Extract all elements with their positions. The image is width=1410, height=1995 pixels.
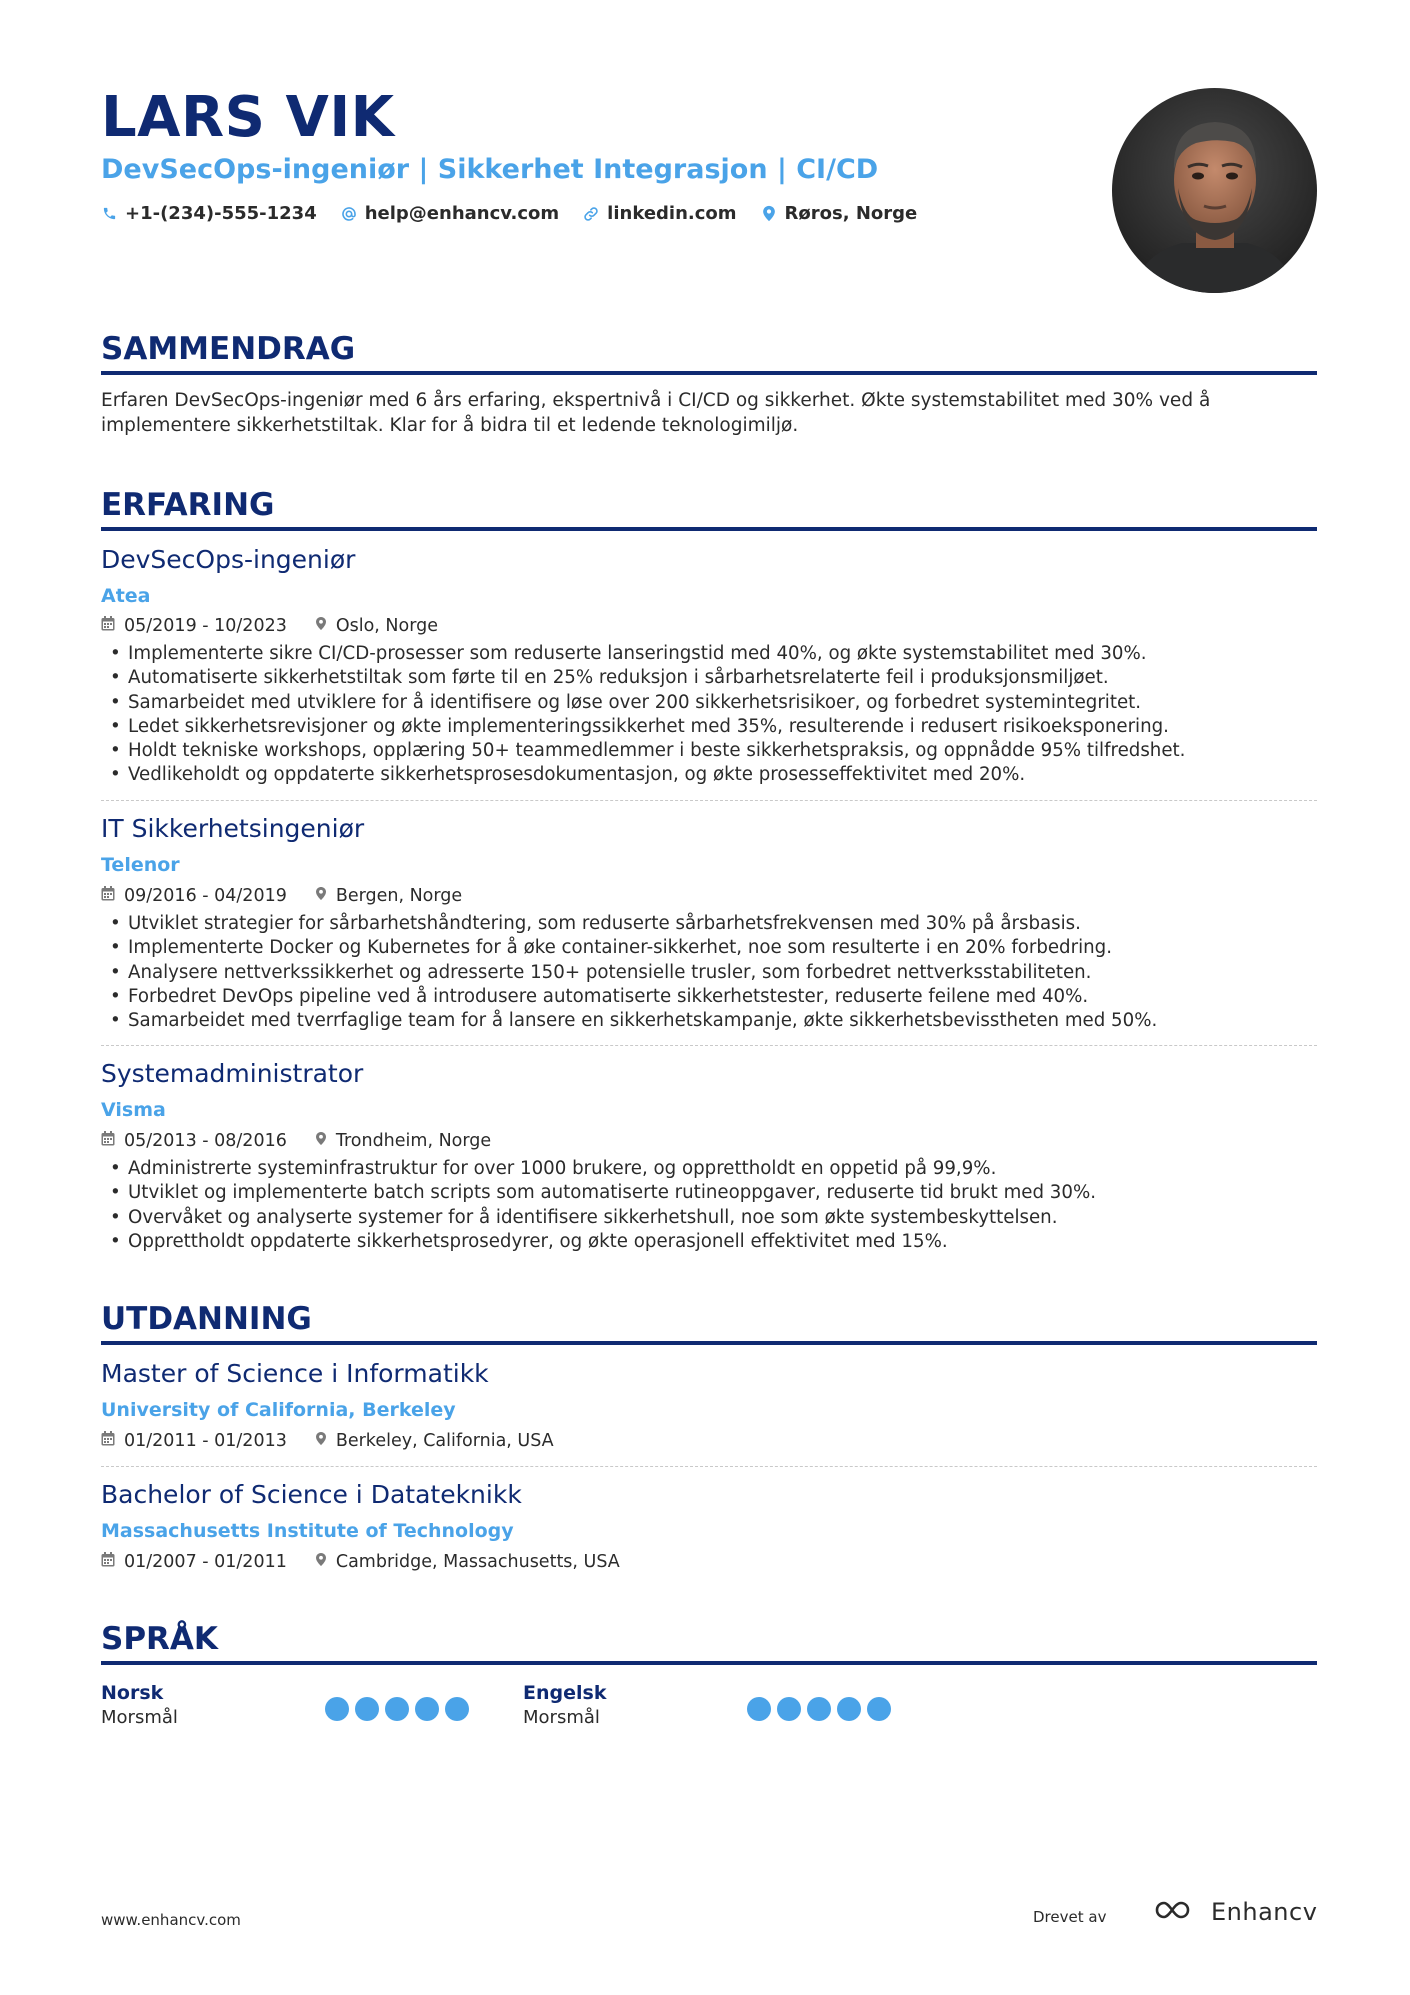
job-bullets (101, 1157, 1317, 1254)
job-bullet: • Opprettholdt oppdaterte sikkerhetsprosedyrer, og økte operasjonell effektivitet med 15%. (101, 1230, 1317, 1254)
job-bullets (101, 642, 1317, 788)
rating-dot (325, 1697, 349, 1721)
rating-dot (445, 1697, 469, 1721)
calendar-icon (101, 1550, 115, 1574)
job-meta (101, 884, 462, 908)
summary-line: Erfaren DevSecOps-ingeniør med 6 års erfaring, ekspertnivå i CI/CD og sikkerhet. Økte systemstabilitet med 30% ved å (101, 390, 1211, 411)
candidate-headline: DevSecOps-ingeniør | Sikkerhet Integrasjon | CI/CD (101, 154, 879, 185)
contact-linkedin[interactable] (583, 203, 736, 224)
language-name: Engelsk (523, 1682, 607, 1704)
calendar-icon (101, 1129, 115, 1153)
footer-url[interactable]: www.enhancv.com (101, 1911, 241, 1929)
job-dates (101, 1129, 287, 1153)
map-pin-icon (761, 206, 777, 222)
summary-heading: SAMMENDRAG (101, 331, 356, 367)
footer-powered-by: Drevet av (1033, 1908, 1107, 1926)
phone-icon (101, 206, 117, 222)
contact-phone[interactable] (101, 203, 317, 224)
contact-bar (101, 203, 917, 224)
education-meta (101, 1550, 620, 1574)
job-bullet: • Automatiserte sikkerhetstiltak som førte til en 25% reduksjon i sårbarhetsrelaterte feil i produksjonsmiljøet. (101, 666, 1317, 690)
summary-text (101, 388, 1317, 438)
map-pin-icon (315, 1550, 327, 1574)
rating-dot (777, 1697, 801, 1721)
rating-dot (385, 1697, 409, 1721)
job-location-text: Trondheim, Norge (335, 1131, 492, 1151)
job-bullet: • Forbedret DevOps pipeline ved å introdusere automatiserte sikkerhetstester, reduserte feilene med 40%. (101, 985, 1317, 1009)
job-dates-text: 09/2016 - 04/2019 (124, 886, 287, 906)
languages-rule (101, 1661, 1317, 1665)
job-location (315, 614, 438, 638)
rating-dot (415, 1697, 439, 1721)
job-company: Visma (101, 1099, 166, 1121)
job-bullet: • Analysere nettverkssikkerhet og adresserte 150+ potensielle trusler, som forbedret nettverksstabiliteten. (101, 961, 1317, 985)
contact-phone-text: +1-(234)-555-1234 (125, 203, 317, 224)
language-level: Morsmål (101, 1707, 178, 1728)
job-location (315, 884, 462, 908)
map-pin-icon (315, 884, 327, 908)
language-level: Morsmål (523, 1707, 600, 1728)
degree-title: Master of Science i Informatikk (101, 1359, 489, 1388)
education-meta (101, 1429, 554, 1453)
job-bullet: • Vedlikeholdt og oppdaterte sikkerhetsprosesdokumentasjon, og økte prosesseffektivitet med 20%. (101, 763, 1317, 787)
language-rating (325, 1697, 469, 1721)
education-location-text: Cambridge, Massachusetts, USA (335, 1552, 620, 1572)
job-bullet: • Utviklet strategier for sårbarhetshåndtering, som reduserte sårbarhetsfrekvensen med 30% på årsbasis. (101, 912, 1317, 936)
job-bullet: • Samarbeidet med tverrfaglige team for å lansere en sikkerhetskampanje, økte sikkerhetsbevisstheten med 50%. (101, 1009, 1317, 1033)
job-bullet: • Overvåket og analyserte systemer for å identifisere sikkerhetshull, noe som økte systembeskyttelsen. (101, 1206, 1317, 1230)
entry-divider (101, 1045, 1317, 1046)
contact-email-text: help@enhancv.com (364, 203, 560, 224)
language-rating (747, 1697, 891, 1721)
experience-rule (101, 527, 1317, 531)
contact-email[interactable] (341, 203, 559, 224)
job-title: DevSecOps-ingeniør (101, 545, 356, 574)
job-bullet: • Implementerte sikre CI/CD-prosesser som reduserte lanseringstid med 40%, og økte systemstabilitet med 30%. (101, 642, 1317, 666)
enhancv-logo-text: Enhancv (1211, 1898, 1318, 1926)
job-company: Telenor (101, 854, 180, 876)
infinity-icon (1153, 1898, 1201, 1926)
map-pin-icon (315, 1129, 327, 1153)
language-name: Norsk (101, 1682, 164, 1704)
enhancv-logo[interactable] (1153, 1898, 1317, 1926)
education-location (315, 1550, 620, 1574)
contact-location (761, 203, 918, 224)
education-location (315, 1429, 554, 1453)
job-meta (101, 1129, 491, 1153)
job-location (315, 1129, 491, 1153)
contact-linkedin-text: linkedin.com (607, 203, 737, 224)
experience-heading: ERFARING (101, 487, 275, 523)
school-name: Massachusetts Institute of Technology (101, 1520, 514, 1542)
job-location-text: Bergen, Norge (335, 886, 463, 906)
job-dates-text: 05/2013 - 08/2016 (124, 1131, 287, 1151)
profile-photo (1112, 88, 1317, 293)
degree-title: Bachelor of Science i Datateknikk (101, 1480, 522, 1509)
job-bullet: • Ledet sikkerhetsrevisjoner og økte implementeringssikkerhet med 35%, resulterende i redusert risikoeksponering. (101, 715, 1317, 739)
contact-location-text: Røros, Norge (784, 203, 918, 224)
education-heading: UTDANNING (101, 1301, 312, 1337)
job-dates (101, 614, 287, 638)
education-location-text: Berkeley, California, USA (335, 1431, 554, 1451)
school-name: University of California, Berkeley (101, 1399, 456, 1421)
job-bullet: • Holdt tekniske workshops, opplæring 50+ teammedlemmer i beste sikkerhetspraksis, og oppnådde 95% tilfredshet. (101, 739, 1317, 763)
job-title: IT Sikkerhetsingeniør (101, 814, 365, 843)
languages-heading: SPRÅK (101, 1621, 218, 1657)
calendar-icon (101, 614, 115, 638)
rating-dot (355, 1697, 379, 1721)
rating-dot (747, 1697, 771, 1721)
job-dates-text: 05/2019 - 10/2023 (124, 616, 287, 636)
calendar-icon (101, 1429, 115, 1453)
summary-line: implementere sikkerhetstiltak. Klar for å bidra til et ledende teknologimiljø. (101, 415, 799, 436)
map-pin-icon (315, 614, 327, 638)
map-pin-icon (315, 1429, 327, 1453)
at-icon (341, 206, 357, 222)
summary-rule (101, 371, 1317, 375)
job-location-text: Oslo, Norge (335, 616, 438, 636)
job-dates (101, 884, 287, 908)
candidate-name: LARS VIK (101, 85, 395, 150)
rating-dot (837, 1697, 861, 1721)
rating-dot (867, 1697, 891, 1721)
entry-divider (101, 1466, 1317, 1467)
education-dates (101, 1429, 287, 1453)
link-icon (583, 206, 599, 222)
rating-dot (807, 1697, 831, 1721)
job-bullet: • Administrerte systeminfrastruktur for over 1000 brukere, og opprettholdt en oppetid på 99,9%. (101, 1157, 1317, 1181)
job-bullet: • Utviklet og implementerte batch scripts som automatiserte rutineoppgaver, reduserte tid brukt med 30%. (101, 1181, 1317, 1205)
job-bullets (101, 912, 1317, 1033)
education-dates-text: 01/2011 - 01/2013 (124, 1431, 287, 1451)
job-company: Atea (101, 585, 151, 607)
job-bullet: • Implementerte Docker og Kubernetes for å øke container-sikkerhet, noe som resulterte i en 20% forbedring. (101, 936, 1317, 960)
calendar-icon (101, 884, 115, 908)
job-meta (101, 614, 438, 638)
job-title: Systemadministrator (101, 1059, 364, 1088)
education-rule (101, 1341, 1317, 1345)
job-bullet: • Samarbeidet med utviklere for å identifisere og løse over 200 sikkerhetsrisikoer, og forbedret systemintegritet. (101, 691, 1317, 715)
education-dates-text: 01/2007 - 01/2011 (124, 1552, 287, 1572)
entry-divider (101, 800, 1317, 801)
education-dates (101, 1550, 287, 1574)
